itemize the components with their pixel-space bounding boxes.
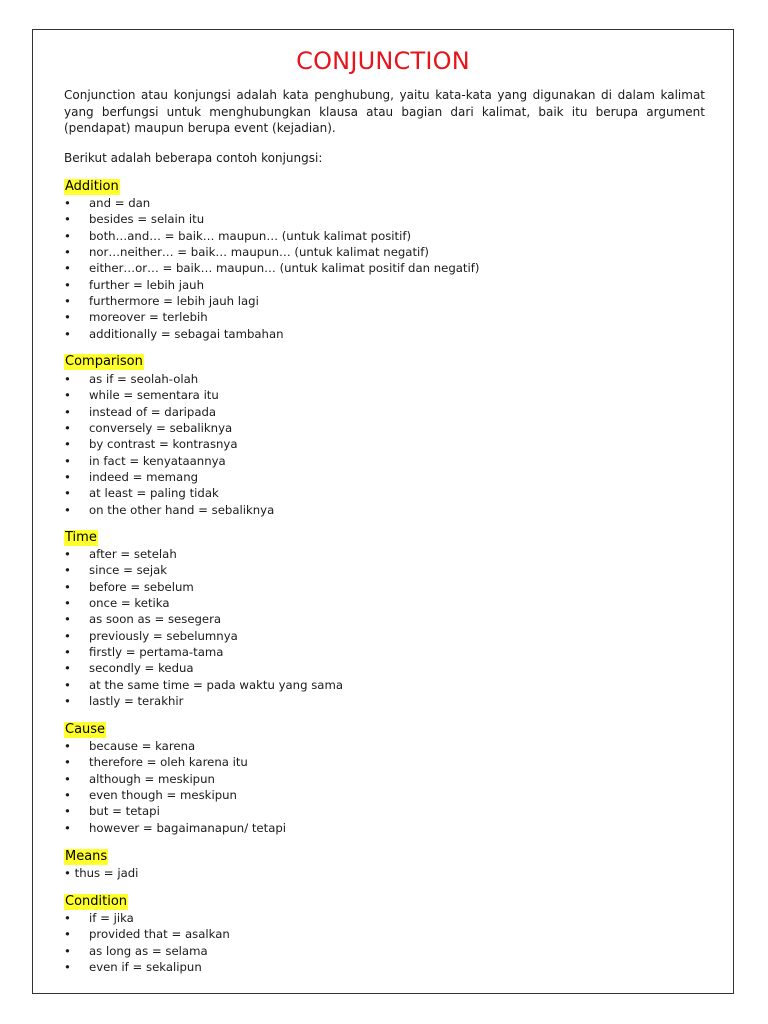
bullet-icon: •	[64, 677, 71, 692]
list-item: • even if = sekalipun	[64, 960, 202, 975]
heading-cause: Cause	[65, 722, 106, 737]
list-item: • at the same time = pada waktu yang sama	[64, 677, 344, 692]
bullet-icon: •	[64, 245, 71, 260]
bullet-icon: •	[64, 804, 71, 819]
list-item: • before = sebelum	[64, 579, 194, 594]
heading-addition: Addition	[65, 179, 119, 194]
list-item: • either…or… = baik… maupun… (untuk kalimat positif dan negatif)	[64, 261, 480, 276]
list-item: • once = ketika	[64, 596, 170, 611]
bullet-icon: •	[64, 943, 71, 958]
bullet-icon: •	[64, 388, 71, 403]
bullet-icon: •	[64, 911, 71, 925]
list-item: • after = setelah	[64, 547, 177, 561]
bullet-icon: •	[64, 612, 71, 627]
list-item: • on the other hand = sebaliknya	[64, 502, 275, 517]
list-item: • as if = seolah-olah	[64, 372, 199, 386]
list-item: • indeed = memang	[64, 470, 199, 485]
list-item: • firstly = pertama-tama	[64, 645, 224, 660]
list-comparison	[64, 371, 274, 518]
bullet-icon: •	[64, 755, 71, 770]
bullet-icon: •	[64, 820, 71, 835]
document-title: CONJUNCTION	[296, 47, 470, 75]
list-item: • therefore = oleh karena itu	[64, 755, 248, 770]
bullet-icon: •	[64, 196, 71, 210]
heading-condition: Condition	[65, 894, 128, 909]
list-item: • both…and… = baik… maupun… (untuk kalimat positif)	[64, 228, 412, 243]
bullet-icon: •	[64, 212, 71, 227]
bullet-icon: •	[64, 645, 71, 660]
bullet-icon: •	[64, 261, 71, 276]
bullet-icon: •	[64, 277, 71, 292]
list-addition	[64, 195, 479, 342]
bullet-icon: •	[64, 771, 71, 786]
bullet-icon: •	[64, 788, 71, 803]
list-item: • as long as = selama	[64, 943, 208, 958]
list-time	[64, 546, 343, 709]
bullet-icon: •	[64, 437, 71, 452]
list-item: • furthermore = lebih jauh lagi	[64, 294, 259, 309]
heading-means: Means	[65, 849, 108, 864]
bullet-icon: •	[64, 228, 71, 243]
list-item: • secondly = kedua	[64, 661, 194, 676]
bullet-icon: •	[64, 372, 71, 386]
list-item: • conversely = sebaliknya	[64, 421, 233, 436]
list-item: • however = bagaimanapun/ tetapi	[64, 820, 287, 835]
list-item: • while = sementara itu	[64, 388, 219, 403]
bullet-icon: •	[64, 310, 71, 325]
bullet-icon: •	[64, 960, 71, 975]
bullet-icon: •	[64, 927, 71, 942]
bullet-icon: •	[64, 502, 71, 517]
list-item: • in fact = kenyataannya	[64, 453, 226, 468]
bullet-icon: •	[64, 326, 71, 341]
list-item: • as soon as = sesegera	[64, 612, 222, 627]
list-item: • lastly = terakhir	[64, 694, 184, 709]
bullet-icon: •	[64, 563, 71, 578]
list-item: • because = karena	[64, 739, 196, 753]
bullet-icon: •	[64, 470, 71, 485]
heading-comparison: Comparison	[65, 354, 143, 369]
list-item: • and = dan	[64, 196, 151, 210]
list-item: • by contrast = kontrasnya	[64, 437, 238, 452]
document-page	[32, 29, 734, 994]
bullet-icon: •	[64, 694, 71, 709]
list-item: • since = sejak	[64, 563, 168, 578]
heading-time: Time	[65, 530, 97, 545]
bullet-icon: •	[64, 661, 71, 676]
list-item: • besides = selain itu	[64, 212, 205, 227]
list-item: • nor…neither… = baik… maupun… (untuk kalimat negatif)	[64, 245, 429, 260]
list-item: • even though = meskipun	[64, 788, 237, 803]
list-item: • provided that = asalkan	[64, 927, 230, 942]
bullet-icon: •	[64, 579, 71, 594]
list-item: • further = lebih jauh	[64, 277, 204, 292]
bullet-icon: •	[64, 547, 71, 561]
bullet-icon: •	[64, 486, 71, 501]
list-item: • additionally = sebagai tambahan	[64, 326, 284, 341]
list-item: • moreover = terlebih	[64, 310, 208, 325]
list-condition	[64, 910, 230, 975]
list-item: • but = tetapi	[64, 804, 160, 819]
bullet-icon: •	[64, 739, 71, 753]
bullet-icon: •	[64, 404, 71, 419]
list-item: • instead of = daripada	[64, 404, 217, 419]
means-item: • thus = jadi	[64, 866, 139, 880]
bullet-icon: •	[64, 596, 71, 611]
list-item: • if = jika	[64, 911, 134, 925]
list-item: • previously = sebelumnya	[64, 628, 238, 643]
list-item: • at least = paling tidak	[64, 486, 219, 501]
list-item: • although = meskipun	[64, 771, 215, 786]
bullet-icon: •	[64, 453, 71, 468]
bullet-icon: •	[64, 421, 71, 436]
intro-paragraph: Conjunction atau konjungsi adalah kata penghubung, yaitu kata-kata yang digunakan di dalam kalimat yang berfungsi untuk menghubungkan klausa atau bagian dari kalimat, baik itu berupa argument (pendapat) maupun berupa event (kejadian).	[64, 88, 705, 135]
bullet-icon: •	[64, 628, 71, 643]
list-cause	[64, 738, 286, 836]
lead-paragraph: Berikut adalah beberapa contoh konjungsi:	[64, 151, 323, 165]
bullet-icon: •	[64, 294, 71, 309]
